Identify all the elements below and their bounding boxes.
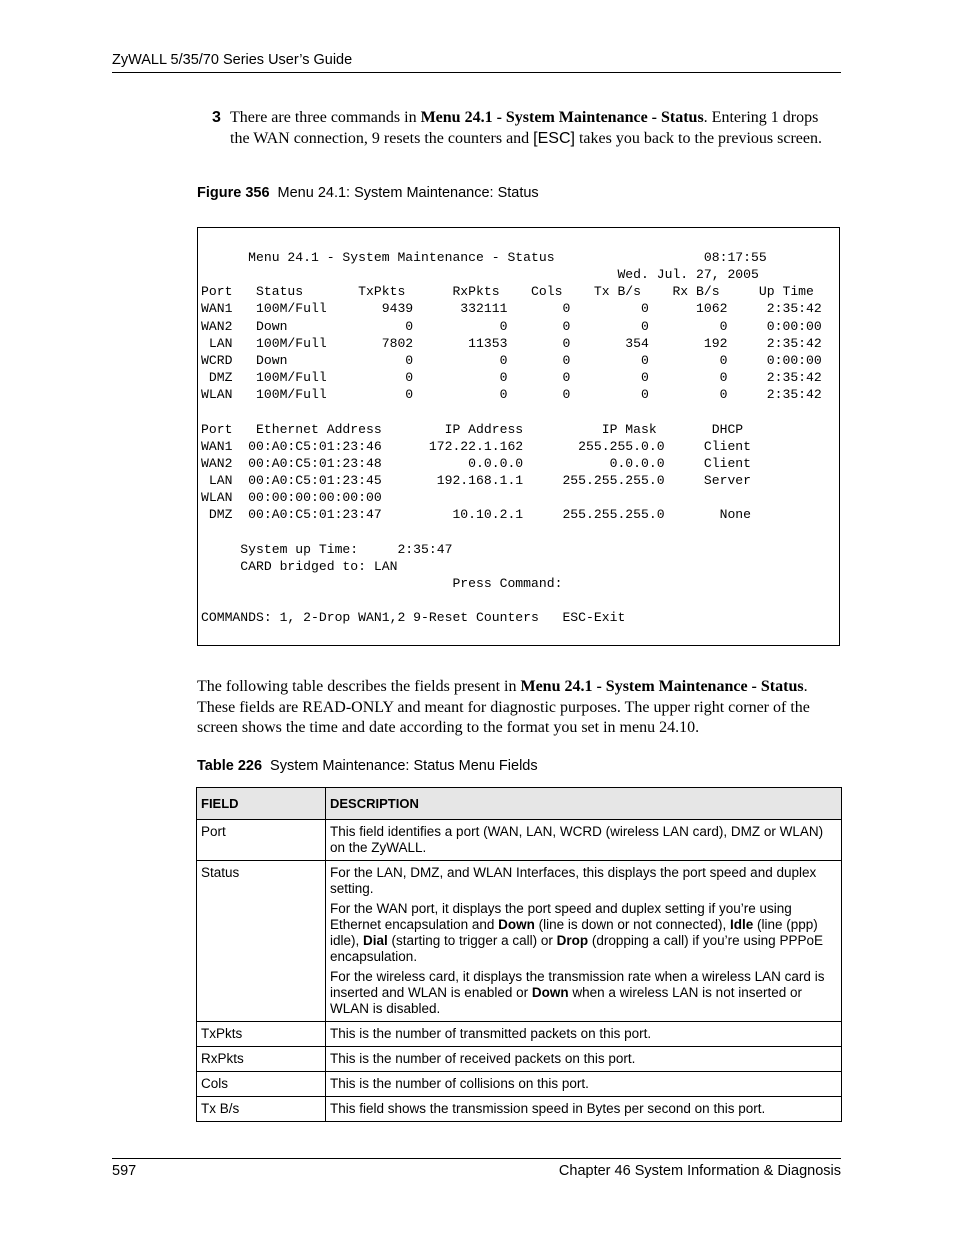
figure-caption	[197, 185, 539, 201]
table-row	[197, 861, 842, 1022]
header-field: FIELD	[197, 788, 326, 820]
text-run: For the wireless card, it displays the transmission rate when a wireless LAN card is inserted and WLAN is enabled or	[330, 969, 825, 1000]
terminal-text: Menu 24.1 - System Maintenance - Status 08:17:55 Wed. Jul. 27, 2005 Port Status TxPkts RxPkts Cols Tx B/s Rx B/s Up Time WAN1 100M/Full 9439 332111 0 0 1062 2:35:42 WAN2 Down 0 0 0 0 0 0:00:00 LAN 100M/Full 7802 11353 0 354 192 2:35:42 WCRD Down 0 0 0 0 0 0:00:00 DMZ 100M/Full 0 0 0 0 0 2:35:42 WLAN 100M/Full 0 0 0 0 0 2:35:42 Port Ethernet Address IP Address IP Mask DHCP WAN1 00:A0:C5:01:23:46 172.22.1.162 255.255.0.0 Client WAN2 00:A0:C5:01:23:48 0.0.0.0 0.0.0.0 Client LAN 00:A0:C5:01:23:45 192.168.1.1 255.255.255.0 Server WLAN 00:00:00:00:00:00 DMZ 00:A0:C5:01:23:47 10.10.2.1 255.255.255.0 None System up Time: 2:35:47 CARD bridged to: LAN Press Command: COMMANDS: 1, 2-Drop WAN1,2 9-Reset Counters ESC-Exit	[201, 250, 822, 626]
status-desc-p1: For the LAN, DMZ, and WLAN Interfaces, this displays the port speed and duplex setting.	[330, 865, 817, 896]
figure-label: Figure 356	[197, 185, 270, 201]
text-run: (dropping a call) if you’re using PPPoE encapsulation.	[330, 933, 823, 964]
step-3-paragraph	[212, 108, 832, 149]
table-row	[197, 1047, 842, 1072]
step-text-3: takes you back to the previous screen.	[574, 129, 822, 147]
description-cell: This field shows the transmission speed in Bytes per second on this port.	[326, 1097, 842, 1122]
table-row	[197, 820, 842, 861]
para-menu-name: Menu 24.1 - System Maintenance - Status	[520, 678, 804, 695]
page-footer	[112, 1158, 841, 1179]
step-text-2: . Entering 1 drops the WAN connection, 9 resets the counters and	[230, 109, 819, 147]
status-desc-p2	[330, 901, 837, 965]
table-row	[197, 1022, 842, 1047]
term-idle: Idle	[729, 917, 754, 932]
para-text-1: The following table describes the fields present in	[197, 678, 521, 695]
table-header-row	[197, 788, 842, 820]
step-number: 3	[212, 109, 221, 126]
text-run: when a wireless LAN is not inserted or WLAN is disabled.	[330, 985, 802, 1016]
chapter-title: Chapter 46 System Information & Diagnosis	[558, 1163, 841, 1179]
field-cell: TxPkts	[197, 1022, 326, 1047]
status-desc-p3	[330, 969, 837, 1017]
field-cell: Port	[197, 820, 326, 861]
table-row	[197, 1072, 842, 1097]
esc-key-label: [ESC]	[533, 129, 575, 147]
description-cell	[326, 861, 842, 1022]
term-drop: Drop	[556, 933, 589, 948]
step-menu-name: Menu 24.1 - System Maintenance - Status	[420, 109, 704, 126]
header-description: DESCRIPTION	[326, 788, 842, 820]
guide-title: ZyWALL 5/35/70 Series User’s Guide	[112, 52, 353, 68]
description-cell: This is the number of collisions on this port.	[326, 1072, 842, 1097]
text-run: (starting to trigger a call) or	[387, 933, 557, 948]
description-cell: This is the number of transmitted packets on this port.	[326, 1022, 842, 1047]
para-text-2: . These fields are READ-ONLY and meant for diagnostic purposes. The upper right corner of the screen shows the time and date according to the format you set in menu 24.10.	[197, 678, 810, 736]
term-dial: Dial	[363, 933, 388, 948]
fields-table	[196, 787, 842, 1122]
table-title: System Maintenance: Status Menu Fields	[270, 758, 538, 774]
figure-title: Menu 24.1: System Maintenance: Status	[277, 185, 539, 201]
step-text-1: There are three commands in	[230, 109, 421, 126]
term-down: Down	[531, 985, 569, 1000]
page-header	[112, 52, 841, 73]
page-number: 597	[112, 1163, 137, 1179]
field-cell: Cols	[197, 1072, 326, 1097]
table-row	[197, 1097, 842, 1122]
table-caption	[197, 758, 538, 774]
term-down: Down	[498, 917, 535, 932]
step-text	[230, 108, 832, 149]
table-label: Table 226	[197, 758, 263, 774]
terminal-screen	[197, 227, 840, 646]
field-cell: Status	[197, 861, 326, 1022]
text-run: (line is down or not connected),	[534, 917, 730, 932]
field-cell: RxPkts	[197, 1047, 326, 1072]
text-run: For the WAN port, it displays the port speed and duplex setting if you’re using Ethernet encapsulation and	[330, 901, 792, 932]
text-run: (line (ppp) idle),	[330, 917, 818, 948]
description-paragraph	[197, 677, 837, 739]
description-cell: This is the number of received packets on this port.	[326, 1047, 842, 1072]
description-cell: This field identifies a port (WAN, LAN, WCRD (wireless LAN card), DMZ or WLAN) on the ZyWALL.	[326, 820, 842, 861]
field-cell: Tx B/s	[197, 1097, 326, 1122]
